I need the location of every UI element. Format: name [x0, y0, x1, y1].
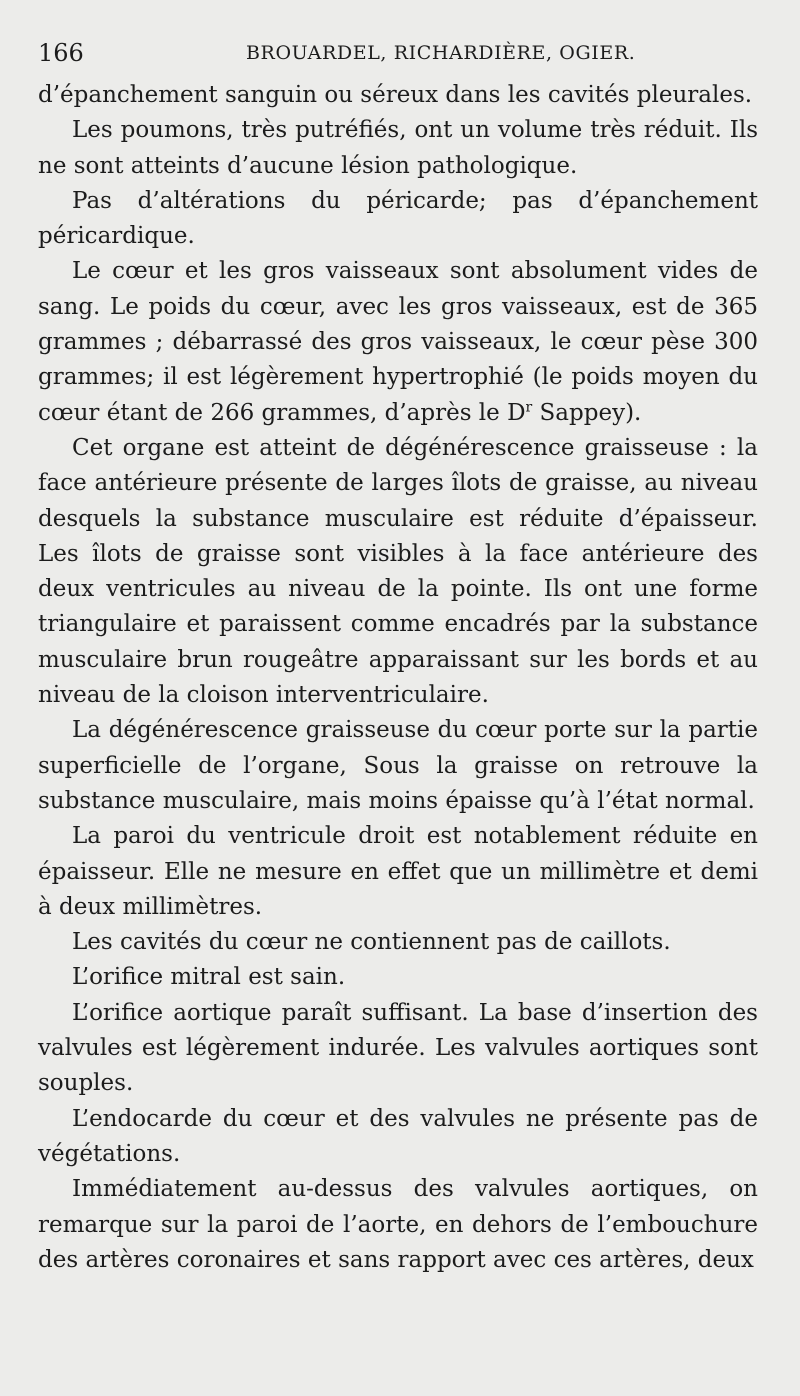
- paragraph-9: L’orifice mitral est sain.: [72, 964, 346, 991]
- paragraph-6: La dégénérescence graisseuse du cœur porte sur la partie superficielle de l’organe, Sous la graisse on retrouve la substance musculaire, mais moins épaisse qu’à l’état normal.: [38, 717, 758, 814]
- doctor-superscript: r: [525, 399, 533, 416]
- paragraph-12: Immédiatement au-dessus des valvules aortiques, on remarque sur la paroi de l’aorte, en dehors de l’embouchure des artères coronaires et sans rapport avec ces artères, deux: [38, 1176, 758, 1273]
- running-title: BROUARDEL, RICHARDIÈRE, OGIER.: [246, 42, 636, 64]
- paragraph-8: Les cavités du cœur ne contiennent pas de caillots.: [72, 929, 671, 956]
- paragraph-4: [38, 254, 758, 430]
- paragraph-3: Pas d’altérations du péricarde; pas d’épanchement péricardique.: [38, 187, 758, 250]
- page-number: 166: [38, 39, 84, 67]
- running-head: [38, 36, 758, 70]
- body-text: [38, 78, 758, 1278]
- paragraph-7: La paroi du ventricule droit est notablement réduite en épaisseur. Elle ne mesure en effet que un millimètre et demi à deux millimètres.: [38, 823, 758, 920]
- paragraph-4-end: Sappey).: [532, 399, 642, 426]
- paragraph-2: Les poumons, très putréfiés, ont un volume très réduit. Ils ne sont atteints d’aucune lésion pathologique.: [38, 117, 758, 179]
- paragraph-5: Cet organe est atteint de dégénérescence graisseuse : la face antérieure présente de larges îlots de graisse, au niveau desquels la substance musculaire est réduite d’épaisseur. Les îlots de graisse sont visibles à la face antérieure des deux ventricules au niveau de la pointe. Ils ont une forme triangulaire et paraissent comme encadrés par la substance musculaire brun rougeâtre apparaissant sur les bords et au niveau de la cloison interventriculaire.: [38, 434, 758, 709]
- paragraph-11: L’endocarde du cœur et des valvules ne présente pas de végétations.: [38, 1105, 758, 1167]
- paragraph-4-text: Le cœur et les gros vaisseaux sont absolument vides de sang. Le poids du cœur, avec les gros vaisseaux, est de 365 grammes ; débarrassé des gros vaisseaux, le cœur pèse 300 grammes; il est légèrement hypertrophié (le poids moyen du cœur étant de 266 grammes, d’après le D: [38, 258, 758, 426]
- paragraph-1: d’épanchement sanguin ou séreux dans les cavités pleurales.: [38, 82, 753, 108]
- paragraph-10: L’orifice aortique paraît suffisant. La base d’insertion des valvules est légèrement indurée. Les valvules aortiques sont souples.: [38, 999, 758, 1097]
